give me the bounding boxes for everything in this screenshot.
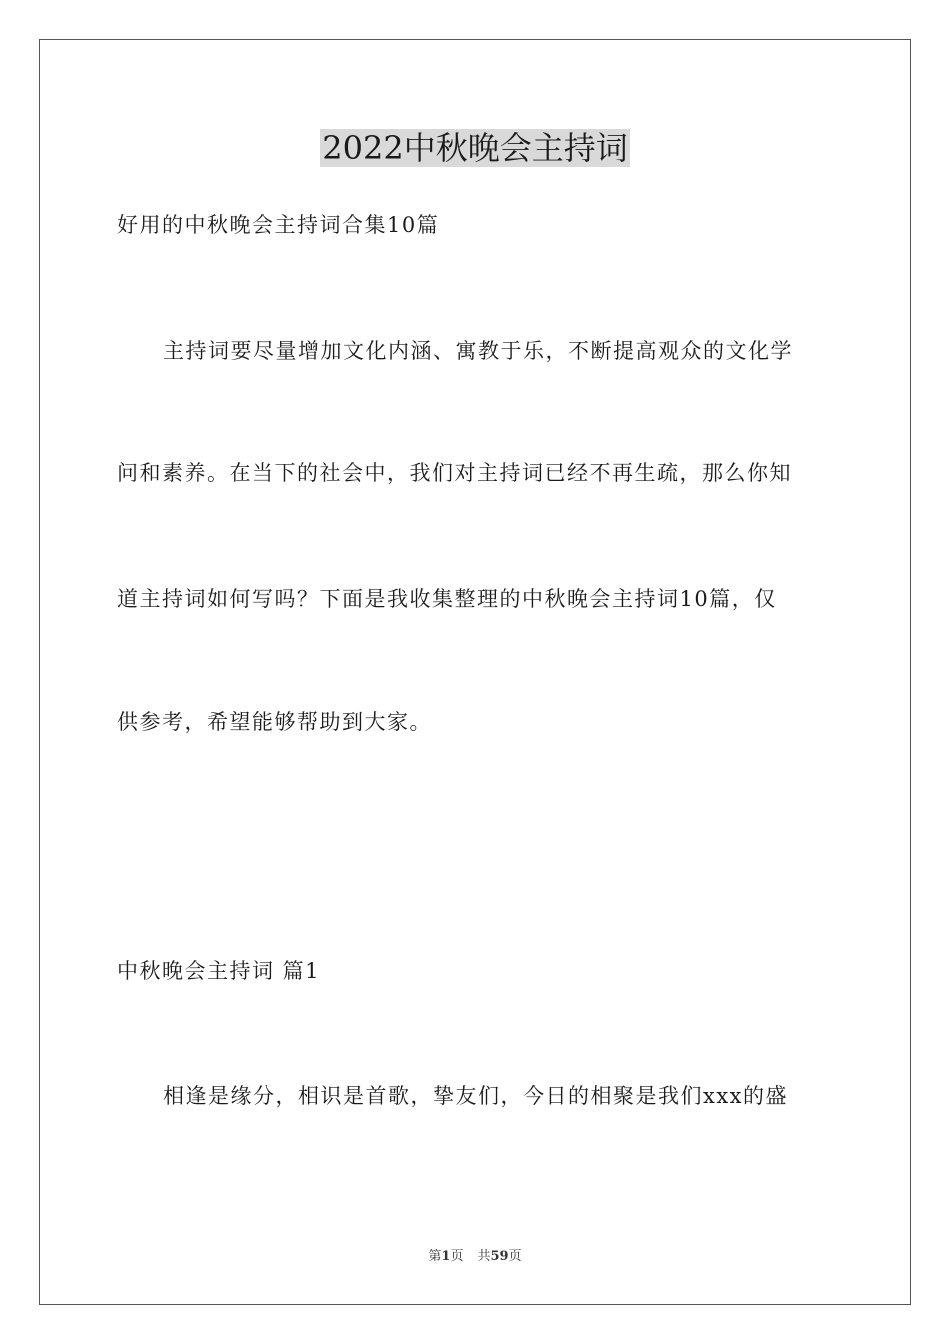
footer-page-prefix: 第 xyxy=(428,1249,442,1264)
page-footer xyxy=(0,1248,950,1266)
footer-total-prefix: 共 xyxy=(477,1249,491,1264)
footer-page-number: 1 xyxy=(441,1249,451,1264)
document-title-text: 2022中秋晚会主持词 xyxy=(322,129,628,167)
intro-line-4: 供参考，希望能够帮助到大家。 xyxy=(117,710,432,734)
section-line-1: 相逢是缘分，相识是首歌，挚友们，今日的相聚是我们xxx的盛 xyxy=(163,1084,789,1108)
footer-total-suffix: 页 xyxy=(508,1249,522,1264)
intro-line-1: 主持词要尽量增加文化内涵、寓教于乐，不断提高观众的文化学 xyxy=(163,339,793,363)
intro-line-2: 问和素养。在当下的社会中，我们对主持词已经不再生疏，那么你知 xyxy=(117,461,792,485)
footer-page-suffix: 页 xyxy=(450,1249,464,1264)
document-title xyxy=(0,128,950,168)
intro-line-3: 道主持词如何写吗？下面是我收集整理的中秋晚会主持词10篇，仅 xyxy=(117,587,777,611)
section-heading: 中秋晚会主持词 篇1 xyxy=(117,959,321,983)
footer-total-pages: 59 xyxy=(490,1249,509,1264)
document-subtitle: 好用的中秋晚会主持词合集10篇 xyxy=(117,213,440,237)
